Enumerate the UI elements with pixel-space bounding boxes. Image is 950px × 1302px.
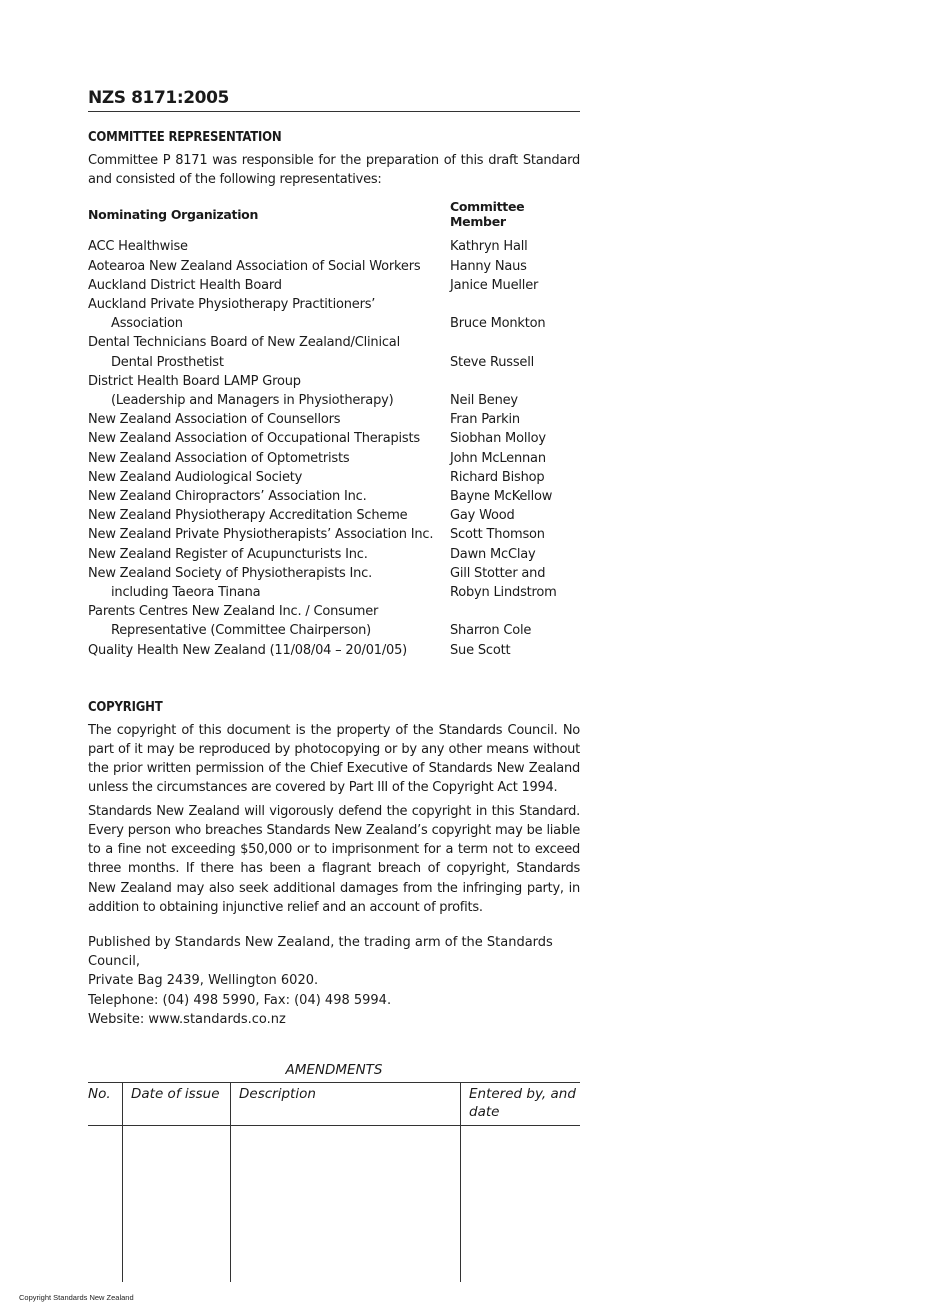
member-cell <box>450 410 580 429</box>
member-cell <box>450 506 580 525</box>
organization-cell <box>88 545 450 564</box>
organization-name: New Zealand Physiotherapy Accreditation Scheme <box>88 508 408 524</box>
publisher-block <box>88 933 580 1029</box>
organization-name-continued: Association <box>111 316 183 332</box>
committee-row <box>88 237 580 256</box>
organization-name-continued: Representative (Committee Chairperson) <box>111 623 371 639</box>
member-name: John McLennan <box>450 450 546 466</box>
member-cell <box>450 449 580 468</box>
publisher-website: Website: www.standards.co.nz <box>88 1011 286 1027</box>
organization-cell <box>88 468 450 487</box>
organization-name: ACC Healthwise <box>88 239 188 255</box>
committee-intro: Committee P 8171 was responsible for the preparation of this draft Standard and consisted of the following representatives: <box>88 153 580 188</box>
organization-cell <box>88 295 450 333</box>
amendments-header-date: Date of issue <box>123 1082 231 1125</box>
committee-row <box>88 429 580 448</box>
member-cell <box>450 257 580 276</box>
document-title: NZS 8171:2005 <box>88 88 580 112</box>
member-name: Kathryn Hall <box>450 239 528 255</box>
organization-name: Parents Centres New Zealand Inc. / Consumer <box>88 604 379 620</box>
organization-name: New Zealand Association of Occupational Therapists <box>88 431 420 447</box>
organization-name: New Zealand Chiropractors’ Association Inc. <box>88 489 367 505</box>
column-header-member: Committee Member <box>450 199 525 230</box>
organization-cell <box>88 237 450 256</box>
publisher-address: Private Bag 2439, Wellington 6020. <box>88 973 319 989</box>
committee-row <box>88 641 580 660</box>
footer-copyright: Copyright Standards New Zealand <box>19 1293 134 1302</box>
member-name: Richard Bishop <box>450 469 545 485</box>
member-cell <box>450 525 580 544</box>
organization-name: New Zealand Association of Optometrists <box>88 450 350 466</box>
organization-name: Aotearoa New Zealand Association of Social Workers <box>88 258 421 274</box>
organization-cell <box>88 641 450 660</box>
document-page <box>88 88 580 1282</box>
organization-cell <box>88 602 450 640</box>
organization-name-continued: including Taeora Tinana <box>111 585 261 601</box>
amendments-header-entered: Entered by, and date <box>461 1082 581 1125</box>
publisher-line: Published by Standards New Zealand, the trading arm of the Standards Council, <box>88 934 553 970</box>
committee-row <box>88 545 580 564</box>
organization-cell <box>88 564 450 602</box>
organization-name: District Health Board LAMP Group <box>88 373 301 389</box>
organization-cell <box>88 276 450 295</box>
copyright-paragraph-1: The copyright of this document is the property of the Standards Council. No part of it may be reproduced by photocopying or by any other means without the prior written permission of the Chief Executive of Standards New Zealand unless the circumstances are covered by Part III of the Copyright Act 1994. <box>88 722 580 796</box>
member-name-continued: Robyn Lindstrom <box>450 585 557 601</box>
amendments-header-no: No. <box>88 1082 123 1125</box>
member-name: Sue Scott <box>450 642 511 658</box>
member-name: Neil Beney <box>450 393 518 409</box>
member-cell <box>450 295 580 333</box>
member-cell <box>450 237 580 256</box>
member-cell <box>450 333 580 371</box>
member-name: Steve Russell <box>450 354 535 370</box>
organization-name-continued: (Leadership and Managers in Physiotherapy) <box>111 393 394 409</box>
member-cell <box>450 602 580 640</box>
organization-name: New Zealand Register of Acupuncturists Inc. <box>88 546 368 562</box>
member-name: Gill Stotter and <box>450 565 546 581</box>
committee-row <box>88 276 580 295</box>
member-name: Bayne McKellow <box>450 489 553 505</box>
member-cell <box>450 276 580 295</box>
amendments-empty-row <box>88 1125 580 1282</box>
member-name: Bruce Monkton <box>450 316 546 332</box>
member-name: Hanny Naus <box>450 258 527 274</box>
member-cell <box>450 429 580 448</box>
publisher-phone: Telephone: (04) 498 5990, Fax: (04) 498 5994. <box>88 992 392 1008</box>
committee-row <box>88 449 580 468</box>
organization-cell <box>88 506 450 525</box>
organization-name: Quality Health New Zealand (11/08/04 – 20/01/05) <box>88 642 408 658</box>
member-cell <box>450 372 580 410</box>
organization-cell <box>88 410 450 429</box>
member-cell <box>450 545 580 564</box>
committee-table <box>88 199 580 659</box>
organization-name: Dental Technicians Board of New Zealand/Clinical <box>88 335 400 351</box>
amendments-header-description: Description <box>231 1082 461 1125</box>
member-cell <box>450 468 580 487</box>
member-name: Siobhan Molloy <box>450 431 546 447</box>
committee-row <box>88 564 580 602</box>
organization-cell <box>88 372 450 410</box>
column-header-organization: Nominating Organization <box>88 206 259 222</box>
member-cell <box>450 487 580 506</box>
committee-row <box>88 602 580 640</box>
member-cell <box>450 641 580 660</box>
amendments-table <box>88 1082 580 1282</box>
copyright-heading: COPYRIGHT <box>88 699 163 715</box>
committee-row <box>88 257 580 276</box>
organization-cell <box>88 487 450 506</box>
committee-heading: COMMITTEE REPRESENTATION <box>88 130 282 145</box>
member-name: Dawn McClay <box>450 546 536 562</box>
committee-row <box>88 468 580 487</box>
member-name: Gay Wood <box>450 508 515 524</box>
organization-name: Auckland Private Physiotherapy Practitioners’ <box>88 297 376 313</box>
member-name: Sharron Cole <box>450 623 532 639</box>
organization-name: Auckland District Health Board <box>88 277 282 293</box>
copyright-paragraph-2: Standards New Zealand will vigorously defend the copyright in this Standard. Every person who breaches Standards New Zealand’s copyright may be liable to a fine not exceeding $50,000 or to imprisonment for a term not to exceed three months. If there has been a flagrant breach of copyright, Standards New Zealand may also seek additional damages from the infringing party, in addition to obtaining injunctive relief and an account of profits. <box>88 803 580 915</box>
organization-cell <box>88 525 450 544</box>
organization-name: New Zealand Society of Physiotherapists Inc. <box>88 565 373 581</box>
committee-rows <box>88 237 580 659</box>
committee-row <box>88 506 580 525</box>
organization-cell <box>88 333 450 371</box>
member-name: Scott Thomson <box>450 527 545 543</box>
committee-row <box>88 525 580 544</box>
organization-name: New Zealand Association of Counsellors <box>88 412 341 428</box>
organization-name: New Zealand Audiological Society <box>88 469 303 485</box>
committee-row <box>88 295 580 333</box>
organization-name-continued: Dental Prosthetist <box>111 354 224 370</box>
organization-cell <box>88 257 450 276</box>
member-name: Janice Mueller <box>450 277 539 293</box>
amendments-caption: AMENDMENTS <box>285 1061 383 1078</box>
committee-row <box>88 372 580 410</box>
committee-row <box>88 333 580 371</box>
organization-cell <box>88 449 450 468</box>
organization-cell <box>88 429 450 448</box>
organization-name: New Zealand Private Physiotherapists’ Association Inc. <box>88 527 434 543</box>
committee-row <box>88 410 580 429</box>
committee-row <box>88 487 580 506</box>
member-name: Fran Parkin <box>450 412 520 428</box>
member-cell <box>450 564 580 602</box>
